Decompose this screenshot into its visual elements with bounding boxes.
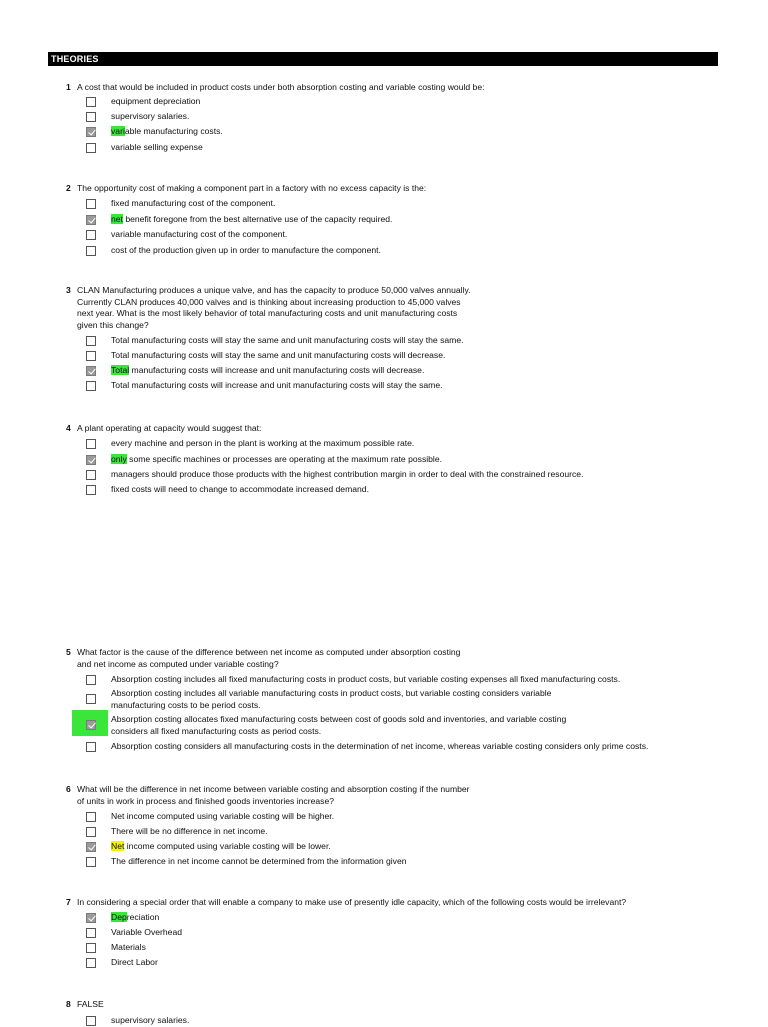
option-label: The difference in net income cannot be determined from the information given bbox=[111, 856, 407, 866]
option-label: equipment depreciation bbox=[111, 96, 201, 106]
checkbox[interactable] bbox=[86, 246, 96, 256]
question-number: 4 bbox=[66, 423, 71, 433]
option-label: supervisory salaries. bbox=[111, 111, 190, 121]
option-label: Materials bbox=[111, 942, 146, 952]
question-text: What will be the difference in net income between variable costing and absorption costing if the number of units in work in process and finished goods inventories increase? bbox=[77, 784, 470, 806]
option-label: Absorption costing considers all manufacturing costs in the determination of net income, whereas variable costing considers only prime costs. bbox=[111, 741, 649, 751]
checkbox[interactable] bbox=[86, 470, 96, 480]
checkbox[interactable] bbox=[86, 694, 96, 704]
checkbox[interactable] bbox=[86, 857, 96, 867]
question-text: What factor is the cause of the difference between net income as computed under absorption costing and net income as computed under variable costing? bbox=[77, 647, 461, 669]
option-label: Absorption costing allocates fixed manufacturing costs between cost of goods sold and inventories, and variable costing considers all fixed manufacturing costs as period costs. bbox=[111, 714, 567, 736]
checkbox-checked[interactable] bbox=[86, 127, 96, 137]
option-label: fixed manufacturing cost of the component. bbox=[111, 198, 276, 208]
question-text: A cost that would be included in product costs under both absorption costing and variable costing would be: bbox=[77, 82, 485, 92]
question-text: FALSE bbox=[77, 999, 104, 1009]
checkbox[interactable] bbox=[86, 812, 96, 822]
option-label: every machine and person in the plant is working at the maximum possible rate. bbox=[111, 438, 415, 448]
question-text: CLAN Manufacturing produces a unique valve, and has the capacity to produce 50,000 valves annually. Currently CLAN produces 40,000 valves and is thinking about increasing production to 45,000 valves next year. What is the most likely behavior of total manufacturing costs and unit manufacturing costs given this change? bbox=[77, 285, 471, 330]
option-label: There will be no difference in net income. bbox=[111, 826, 268, 836]
checkbox[interactable] bbox=[86, 199, 96, 209]
checkbox[interactable] bbox=[86, 143, 96, 153]
checkbox[interactable] bbox=[86, 351, 96, 361]
option-label: supervisory salaries. bbox=[111, 1015, 190, 1025]
checkbox[interactable] bbox=[86, 1016, 96, 1026]
option-label: Total manufacturing costs will stay the same and unit manufacturing costs will decrease. bbox=[111, 350, 446, 360]
checkbox[interactable] bbox=[86, 827, 96, 837]
checkbox-checked[interactable] bbox=[86, 842, 96, 852]
question-number: 8 bbox=[66, 999, 71, 1009]
checkbox[interactable] bbox=[86, 336, 96, 346]
question-number: 7 bbox=[66, 897, 71, 907]
highlighted-text: net bbox=[111, 214, 123, 224]
option-label: Net income computed using variable costing will be higher. bbox=[111, 811, 335, 821]
option-label: Depreciation bbox=[111, 912, 160, 922]
option-label: Total manufacturing costs will stay the same and unit manufacturing costs will stay the same. bbox=[111, 335, 464, 345]
checkbox[interactable] bbox=[86, 97, 96, 107]
question-text: A plant operating at capacity would suggest that: bbox=[77, 423, 262, 433]
checkbox[interactable] bbox=[86, 485, 96, 495]
option-label: Absorption costing includes all variable manufacturing costs in product costs, but variable costing considers variable manufacturing costs to be period costs. bbox=[111, 688, 552, 710]
checkbox[interactable] bbox=[86, 928, 96, 938]
option-label: Total manufacturing costs will increase and unit manufacturing costs will decrease. bbox=[111, 365, 425, 375]
option-label: only some specific machines or processes are operating at the maximum rate possible. bbox=[111, 454, 443, 464]
option-label: cost of the production given up in order to manufacture the component. bbox=[111, 245, 381, 255]
question-number: 1 bbox=[66, 82, 71, 92]
option-label: variable manufacturing cost of the component. bbox=[111, 229, 288, 239]
checkbox-checked[interactable] bbox=[86, 913, 96, 923]
highlighted-text: Dep bbox=[111, 912, 127, 922]
checkbox[interactable] bbox=[86, 439, 96, 449]
checkbox-checked[interactable] bbox=[86, 720, 96, 730]
checkbox[interactable] bbox=[86, 943, 96, 953]
option-label: Absorption costing includes all fixed manufacturing costs in product costs, but variable costing expenses all fixed manufacturing costs. bbox=[111, 674, 621, 684]
option-label: Net income computed using variable costing will be lower. bbox=[111, 841, 331, 851]
checkbox[interactable] bbox=[86, 675, 96, 685]
question-number: 3 bbox=[66, 285, 71, 295]
option-label: managers should produce those products with the highest contribution margin in order to deal with the constrained resource. bbox=[111, 469, 584, 479]
checkbox[interactable] bbox=[86, 742, 96, 752]
checkbox[interactable] bbox=[86, 112, 96, 122]
option-label: net benefit foregone from the best alternative use of the capacity required. bbox=[111, 214, 393, 224]
question-text: The opportunity cost of making a component part in a factory with no excess capacity is the: bbox=[77, 183, 427, 193]
question-number: 5 bbox=[66, 647, 71, 657]
checkbox-checked[interactable] bbox=[86, 215, 96, 225]
section-header: THEORIES bbox=[48, 52, 718, 66]
checkbox-checked[interactable] bbox=[86, 366, 96, 376]
question-text: In considering a special order that will enable a company to make use of presently idle capacity, which of the following costs would be irrelevant? bbox=[77, 897, 627, 907]
question-number: 2 bbox=[66, 183, 71, 193]
highlighted-text: vari bbox=[111, 126, 125, 136]
option-label: variable selling expense bbox=[111, 142, 203, 152]
highlighted-text: only bbox=[111, 454, 127, 464]
question-number: 6 bbox=[66, 784, 71, 794]
option-label: Direct Labor bbox=[111, 957, 158, 967]
option-label: Total manufacturing costs will increase and unit manufacturing costs will stay the same. bbox=[111, 380, 443, 390]
checkbox-checked[interactable] bbox=[86, 455, 96, 465]
checkbox[interactable] bbox=[86, 958, 96, 968]
highlighted-text: Net bbox=[111, 841, 125, 851]
checkbox[interactable] bbox=[86, 381, 96, 391]
highlighted-text: Total bbox=[111, 365, 130, 375]
checkbox[interactable] bbox=[86, 230, 96, 240]
option-label: Variable Overhead bbox=[111, 927, 183, 937]
option-label: fixed costs will need to change to accommodate increased demand. bbox=[111, 484, 369, 494]
option-label: variable manufacturing costs. bbox=[111, 126, 223, 136]
